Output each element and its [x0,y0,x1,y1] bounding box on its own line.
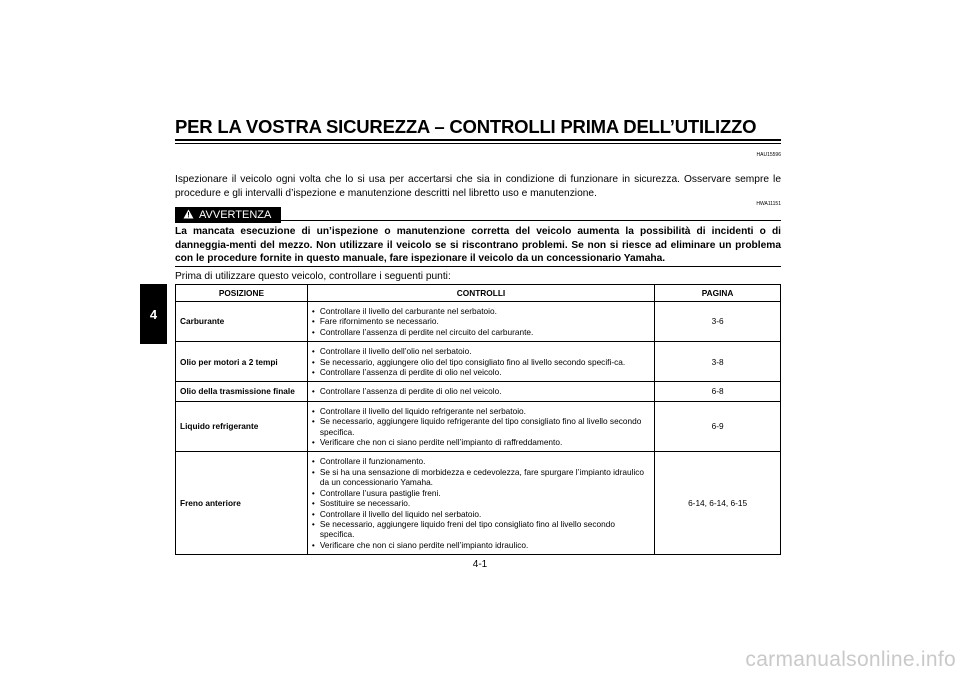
row-controls [307,452,654,555]
list-item: • Controllare il livello del liquido refrigerante nel serbatoio. [312,406,650,416]
list-item: • Se necessario, aggiungere liquido freni del tipo consigliato fino al livello secondo specifica. [312,519,650,540]
controls-list [312,406,650,448]
header-pagina: PAGINA [655,285,781,302]
row-controls [307,302,654,342]
table-row [176,342,781,382]
list-item: • Controllare l’assenza di perdite di olio nel veicolo. [312,367,650,377]
intro-code: HAU15596 [756,152,781,158]
table-header-row [176,285,781,302]
list-item: • Controllare il funzionamento. [312,456,650,466]
warning-code: HWA11151 [756,201,781,207]
warning-triangle-icon [183,209,194,222]
list-item: • Sostituire se necessario. [312,498,650,508]
warning-label-text: AVVERTENZA [199,209,272,221]
row-page: 6-8 [655,382,781,401]
header-controlli: CONTROLLI [307,285,654,302]
title-rule [175,139,781,141]
table-row [176,382,781,401]
warning-label [175,207,281,223]
list-item: • Se necessario, aggiungere liquido refrigerante del tipo consigliato fino al livello secondo specifica. [312,416,650,437]
controls-list [312,306,650,337]
row-position: Freno anteriore [176,452,308,555]
warning-rule [281,220,781,221]
controls-list [312,346,650,377]
chapter-tab: 4 [140,284,167,344]
row-page: 3-8 [655,342,781,382]
warning-bottom-rule [175,266,781,267]
checks-table [175,284,781,555]
row-controls [307,401,654,452]
table-row [176,401,781,452]
watermark: carmanualsonline.info [745,648,956,671]
pre-table-text: Prima di utilizzare questo veicolo, controllare i seguenti punti: [175,271,451,282]
row-position: Olio per motori a 2 tempi [176,342,308,382]
page-title: PER LA VOSTRA SICUREZZA – CONTROLLI PRIMA DELL’UTILIZZO [175,116,757,137]
table-row [176,452,781,555]
row-page: 6-9 [655,401,781,452]
row-controls [307,382,654,401]
controls-list [312,456,650,550]
list-item: • Fare rifornimento se necessario. [312,316,650,326]
intro-paragraph: Ispezionare il veicolo ogni volta che lo si usa per accertarsi che sia in condizione di funzionare in sicurezza. Osservare sempre le procedure e gli intervalli d’ispezione e manutenzione descritti nel libretto uso e manutenzione. [175,174,781,199]
row-position: Carburante [176,302,308,342]
row-position: Olio della trasmissione finale [176,382,308,401]
list-item: • Verificare che non ci siano perdite nell’impianto di raffreddamento. [312,437,650,447]
page-number: 4-1 [472,559,488,570]
list-item: • Se si ha una sensazione di morbidezza e cedevolezza, fare spurgare l’impianto idraulico da un concessionario Yamaha. [312,467,650,488]
list-item: • Controllare il livello del liquido nel serbatoio. [312,509,650,519]
row-position: Liquido refrigerante [176,401,308,452]
list-item: • Controllare l’usura pastiglie freni. [312,488,650,498]
title-rule-thin [175,143,781,144]
controls-list [312,386,650,396]
list-item: • Controllare l’assenza di perdite di olio nel veicolo. [312,386,650,396]
row-page: 3-6 [655,302,781,342]
list-item: • Controllare il livello dell’olio nel serbatoio. [312,346,650,356]
list-item: • Controllare l’assenza di perdite nel circuito del carburante. [312,327,650,337]
list-item: • Controllare il livello del carburante nel serbatoio. [312,306,650,316]
list-item: • Se necessario, aggiungere olio del tipo consigliato fino al livello secondo specifi-ca. [312,357,650,367]
list-item: • Verificare che non ci siano perdite nell’impianto idraulico. [312,540,650,550]
header-posizione: POSIZIONE [176,285,308,302]
row-controls [307,342,654,382]
warning-text: La mancata esecuzione di un’ispezione o manutenzione corretta del veicolo aumenta la possibilità di incidenti o di danneggia-menti del mezzo. Non utilizzare il veicolo se si riscontrano problemi. Se non si riesce ad eliminare un problema con le procedure fornite in questo manuale, fare ispezionare il veicolo da un concessionario Yamaha. [175,226,781,264]
table-row [176,302,781,342]
row-page: 6-14, 6-14, 6-15 [655,452,781,555]
